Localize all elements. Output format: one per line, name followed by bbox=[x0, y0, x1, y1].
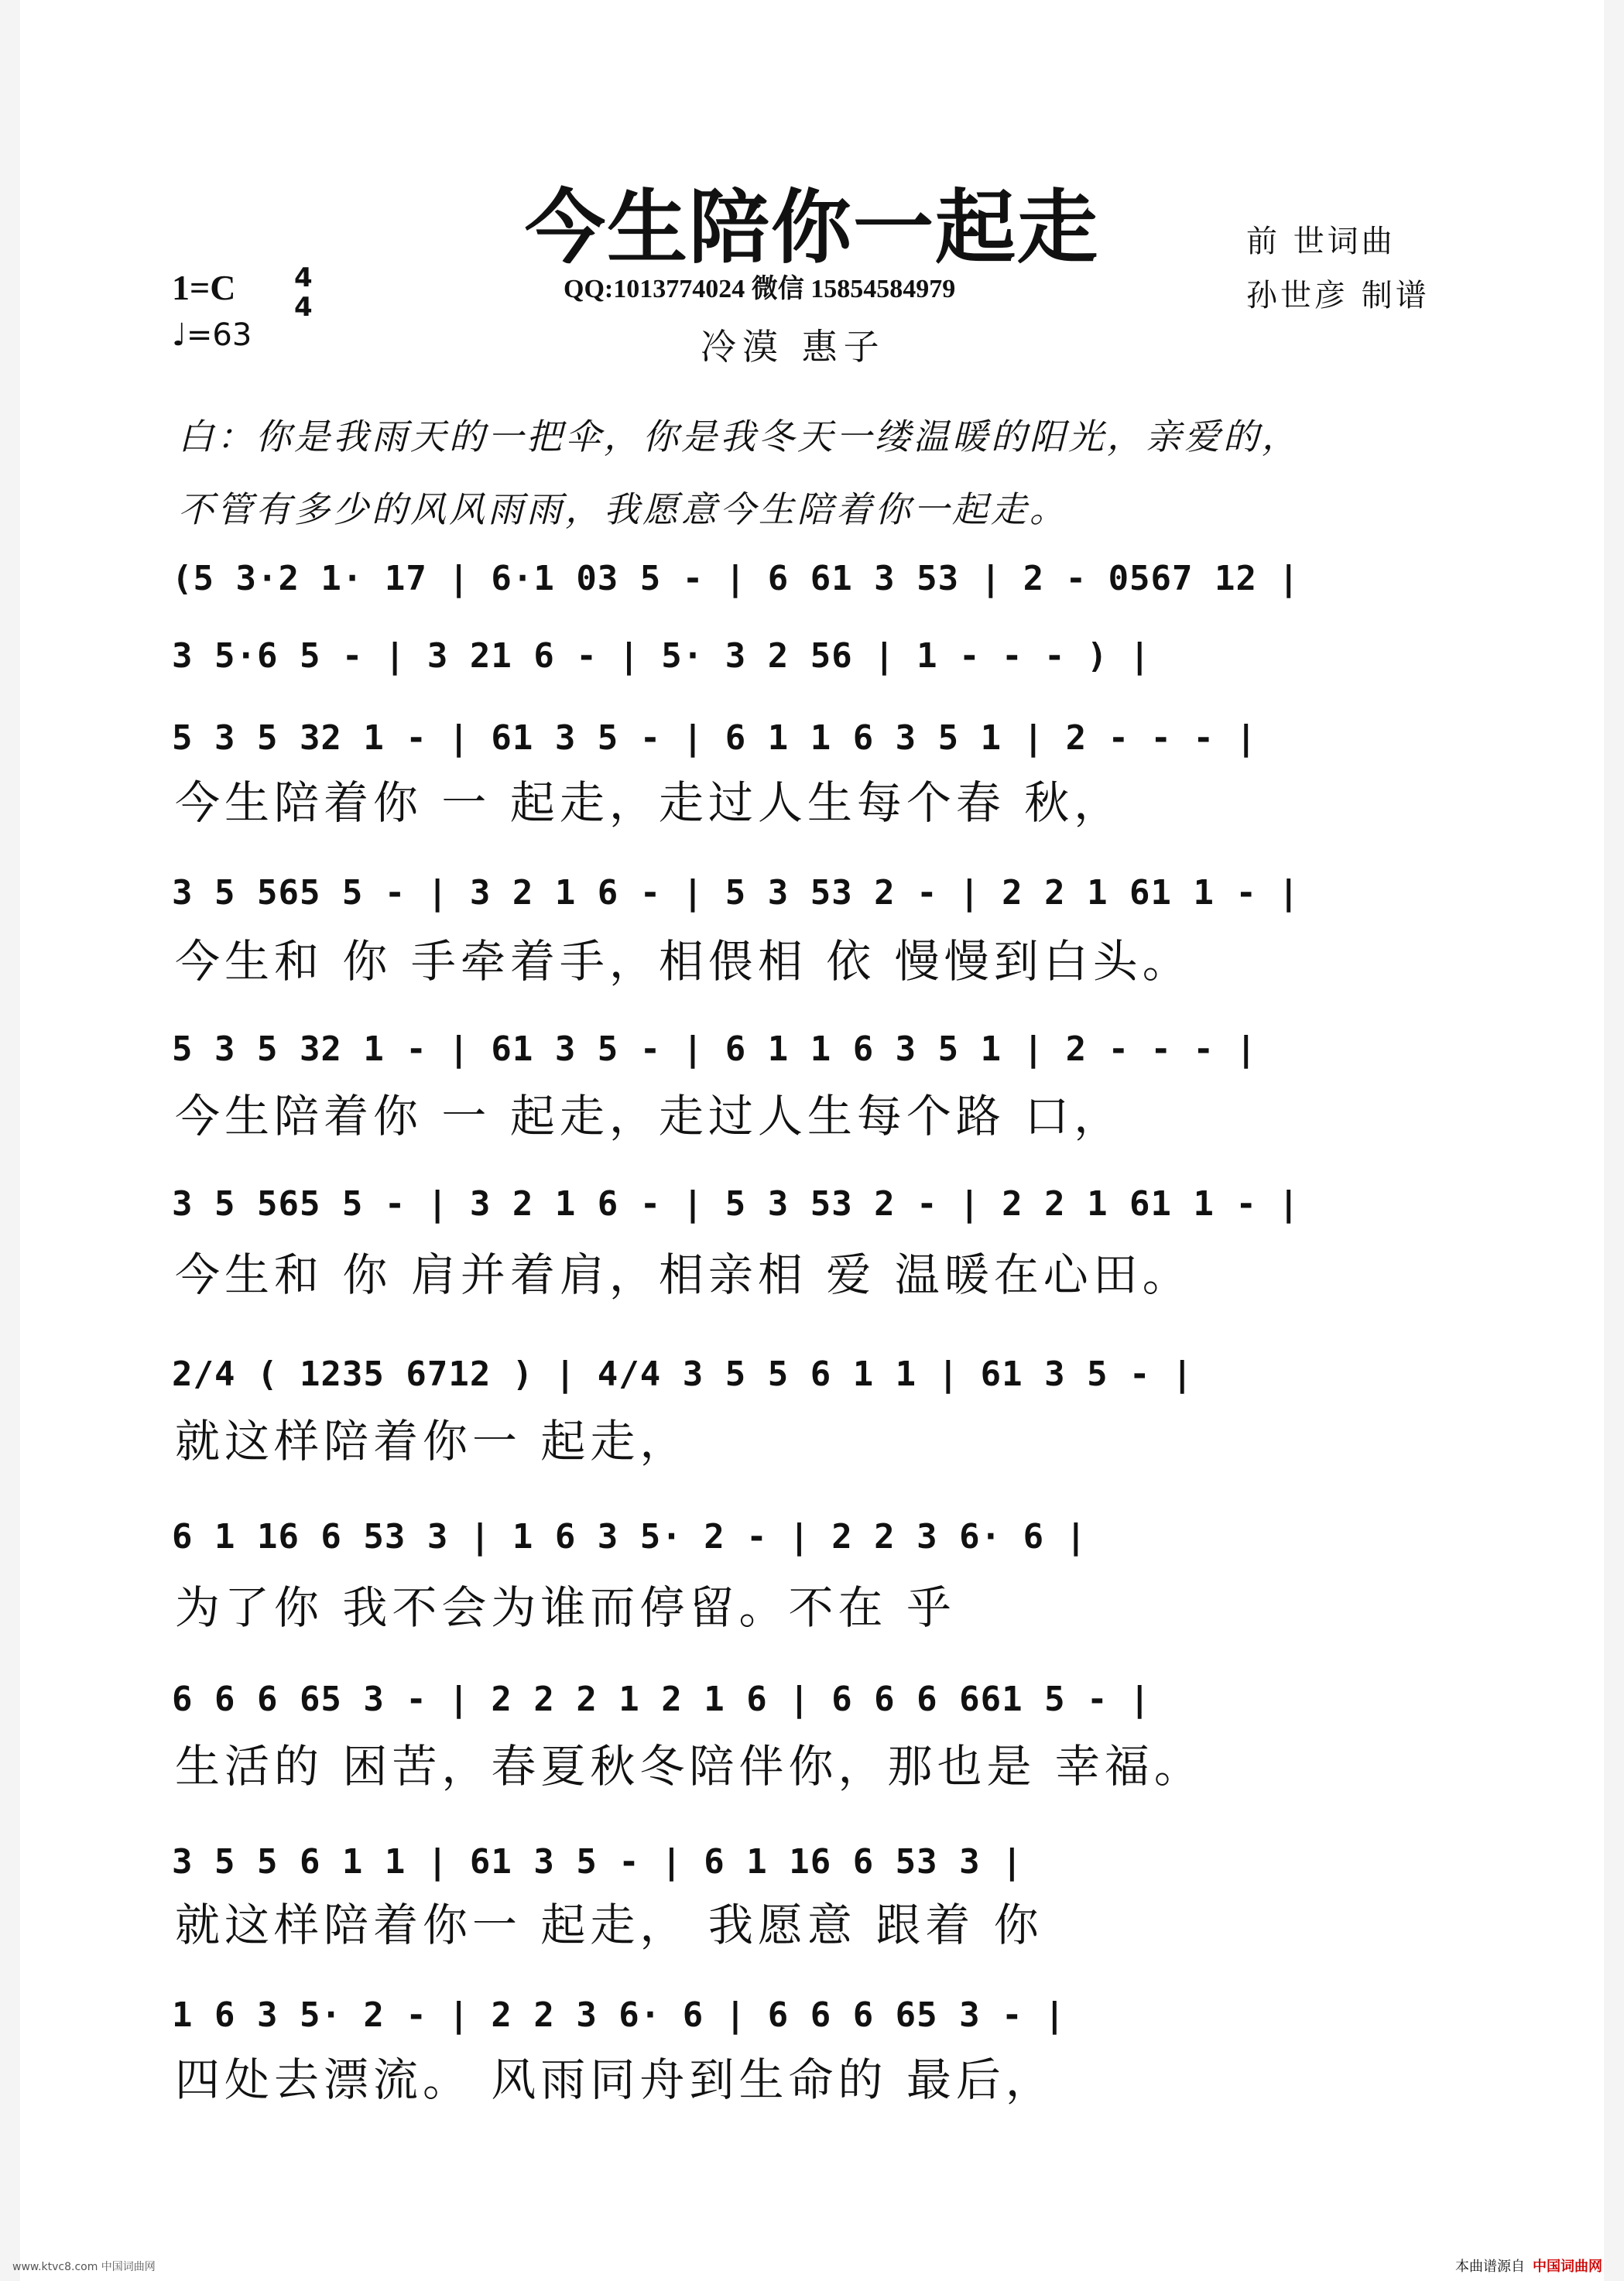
time-signature-top: 4 bbox=[294, 262, 313, 293]
lyric-row: 今生陪着你 一 起走，走过人生每个路 口， bbox=[175, 1090, 1124, 1142]
notation-row: 3 5·6 5 - | 3 21 6 - | 5· 3 2 56 | 1 - - - ) | bbox=[172, 636, 1151, 676]
footer-source-label: 本曲谱源自 bbox=[1455, 2259, 1525, 2275]
contact-info: QQ:1013774024 微信 15854584979 bbox=[564, 275, 956, 303]
time-signature bbox=[294, 263, 313, 322]
notation-row: 3 5 565 5 - | 3 2 1 6 - | 5 3 53 2 - | 2 2 1 61 1 - | bbox=[172, 873, 1300, 913]
right-margin-strip bbox=[1604, 0, 1624, 2281]
footer-site-url: www.ktvc8.com 中国词曲网 bbox=[12, 2261, 156, 2273]
lyric-row: 为了你 我不会为谁而停留。不在 乎 bbox=[175, 1581, 956, 1634]
footer-source bbox=[1455, 2255, 1602, 2276]
lyric-row: 就这样陪着你一 起走， bbox=[175, 1415, 690, 1468]
notation-row: 6 6 6 65 3 - | 2 2 2 1 2 1 6 | 6 6 6 661 5 - | bbox=[172, 1680, 1151, 1719]
lyrics-music-credit: 前 世词曲 bbox=[1246, 224, 1396, 259]
notation-row: 2/4 ( 1235 6712 ) | 4/4 3 5 5 6 1 1 | 61 3 5 - | bbox=[172, 1355, 1194, 1394]
footer-source-site: 中国词曲网 bbox=[1533, 2259, 1602, 2275]
lyric-row: 今生和 你 肩并着肩，相亲相 爱 温暖在心田。 bbox=[175, 1248, 1192, 1301]
left-margin-strip bbox=[0, 0, 20, 2281]
lyric-row: 就这样陪着你一 起走， 我愿意 跟着 你 bbox=[175, 1899, 1043, 1951]
singers: 冷漠 惠子 bbox=[701, 326, 886, 368]
song-title: 今生陪你一起走 bbox=[524, 180, 1099, 275]
notation-row: 5 3 5 32 1 - | 61 3 5 - | 6 1 1 6 3 5 1 | 2 - - - | bbox=[172, 1029, 1258, 1069]
notation-row: 3 5 565 5 - | 3 2 1 6 - | 5 3 53 2 - | 2 2 1 61 1 - | bbox=[172, 1184, 1300, 1224]
lyric-row: 今生和 你 手牵着手，相偎相 依 慢慢到白头。 bbox=[175, 935, 1192, 988]
notation-row: (5 3·2 1· 17 | 6·1 03 5 - | 6 61 3 53 | 2 - 0567 12 | bbox=[172, 559, 1300, 598]
notation-row: 1 6 3 5· 2 - | 2 2 3 6· 6 | 6 6 6 65 3 - | bbox=[172, 1995, 1066, 2035]
notation-row: 5 3 5 32 1 - | 61 3 5 - | 6 1 1 6 3 5 1 | 2 - - - | bbox=[172, 718, 1258, 758]
key-signature: 1=C bbox=[172, 268, 236, 307]
lyric-row: 今生陪着你 一 起走，走过人生每个春 秋， bbox=[175, 776, 1124, 829]
notation-row: 6 1 16 6 53 3 | 1 6 3 5· 2 - | 2 2 3 6· 6 | bbox=[172, 1517, 1088, 1557]
narration-line: 白：你是我雨天的一把伞，你是我冬天一缕温暖的阳光，亲爱的， bbox=[178, 416, 1300, 457]
narration-line: 不管有多少的风风雨雨，我愿意今生陪着你一起走。 bbox=[178, 488, 1068, 530]
notation-row: 3 5 5 6 1 1 | 61 3 5 - | 6 1 16 6 53 3 | bbox=[172, 1842, 1023, 1882]
lyric-row: 生活的 困苦，春夏秋冬陪伴你，那也是 幸福。 bbox=[175, 1740, 1204, 1793]
arranger-credit: 孙世彦 制谱 bbox=[1246, 278, 1430, 313]
tempo-marking: ♩=63 bbox=[172, 317, 252, 353]
time-signature-bottom: 4 bbox=[294, 292, 313, 323]
lyric-row: 四处去漂流。 风雨同舟到生命的 最后， bbox=[175, 2053, 1055, 2106]
